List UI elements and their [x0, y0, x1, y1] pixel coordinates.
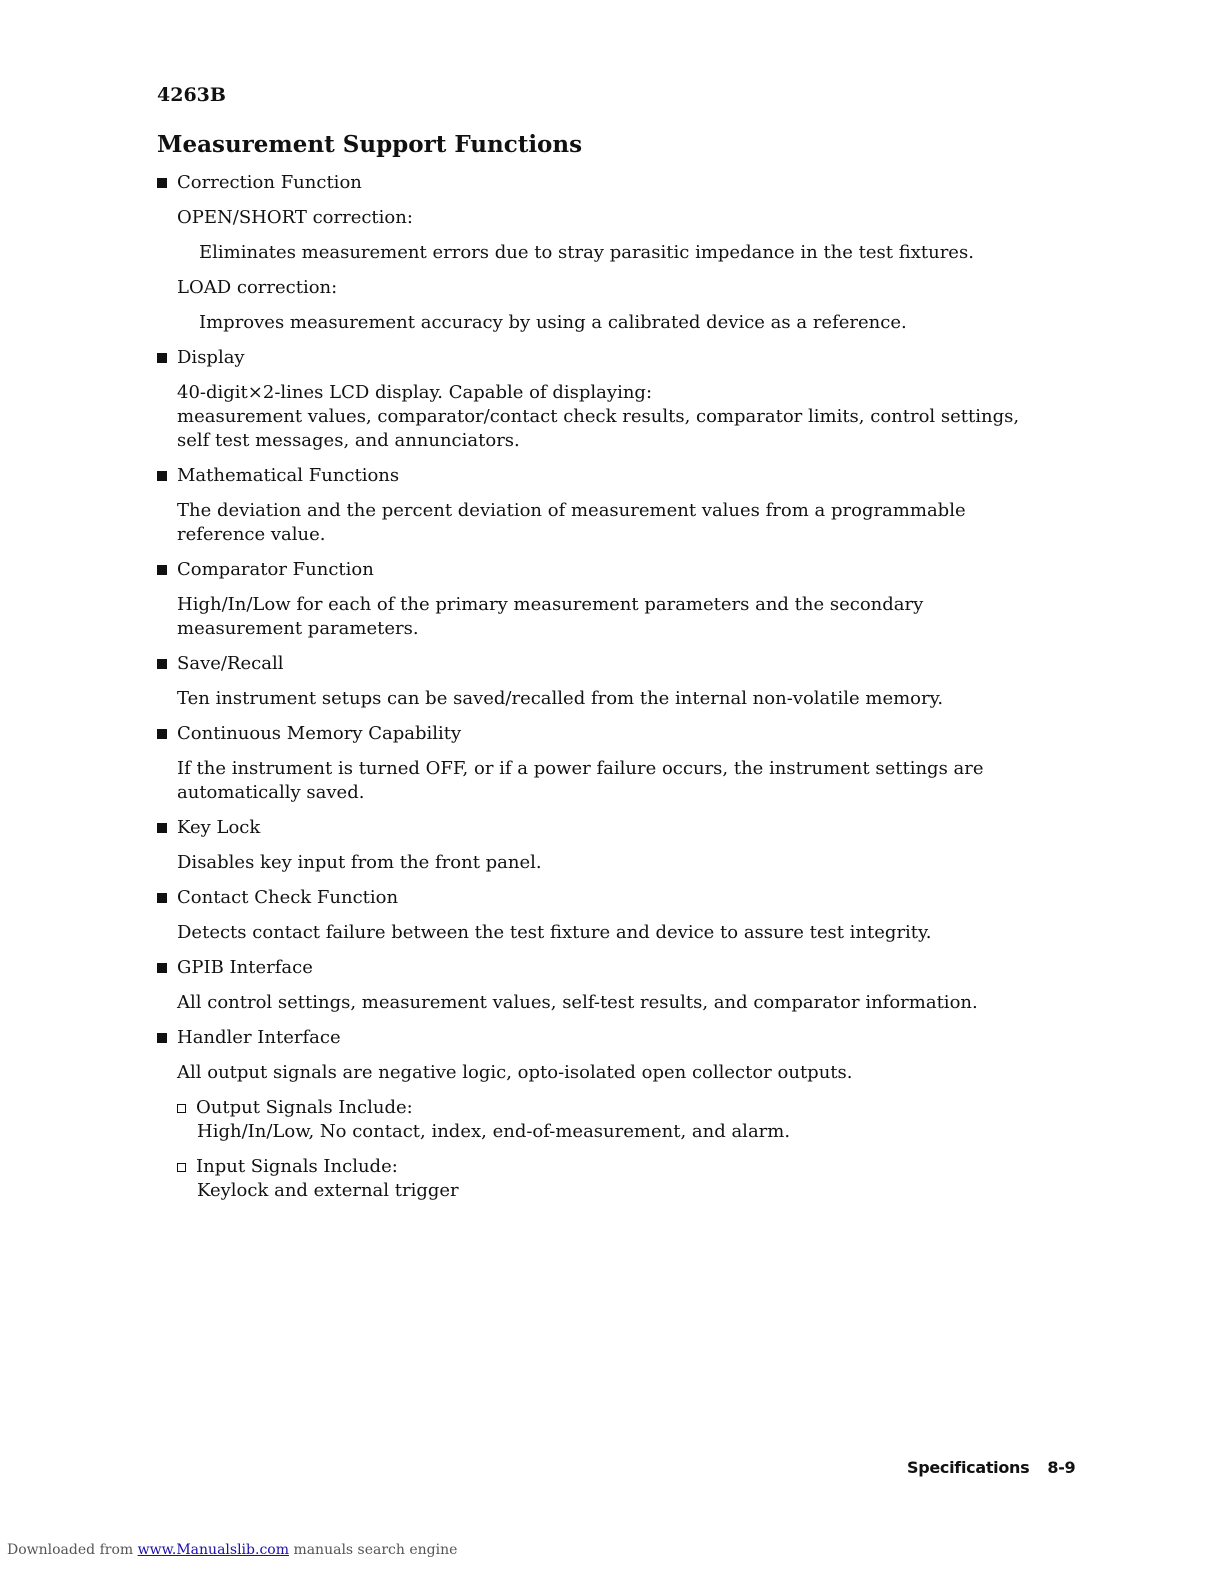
section-key-lock [157, 816, 1037, 840]
bullet-icon [157, 178, 167, 188]
hollow-bullet-icon [177, 1163, 186, 1172]
bullet-icon [157, 1033, 167, 1043]
open-short-desc: Eliminates measurement errors due to stray parasitic impedance in the test fixtures. [199, 242, 974, 263]
input-signals [177, 1155, 1037, 1203]
load-label: LOAD correction: [177, 277, 338, 298]
section-title: Key Lock [177, 817, 261, 838]
comparator-desc: High/In/Low for each of the primary measurement parameters and the secondary measurement parameters. [177, 594, 924, 639]
save-recall-desc: Ten instrument setups can be saved/recalled from the internal non-volatile memory. [177, 688, 944, 709]
section-title: Handler Interface [177, 1027, 341, 1048]
bullet-icon [157, 659, 167, 669]
output-signals [177, 1096, 1037, 1144]
section-save-recall [157, 652, 1037, 676]
bullet-icon [157, 823, 167, 833]
page-title: Measurement Support Functions [157, 131, 583, 158]
bullet-icon [157, 353, 167, 363]
math-desc: The deviation and the percent deviation of measurement values from a programmable reference value. [177, 500, 966, 545]
bullet-icon [157, 565, 167, 575]
key-lock-desc: Disables key input from the front panel. [177, 852, 542, 873]
bullet-icon [157, 471, 167, 481]
section-title: Contact Check Function [177, 887, 399, 908]
handler-desc: All output signals are negative logic, opto-isolated open collector outputs. [177, 1062, 853, 1083]
output-signals-label: Output Signals Include: [196, 1097, 413, 1118]
section-title: Save/Recall [177, 653, 284, 674]
page-footer [907, 1458, 1075, 1477]
download-suffix: manuals search engine [293, 1542, 458, 1558]
memory-desc: If the instrument is turned OFF, or if a power failure occurs, the instrument settings are automatically saved. [177, 758, 984, 803]
footer-section: Specifications [907, 1458, 1030, 1477]
section-math [157, 464, 1037, 488]
contact-check-desc: Detects contact failure between the test fixture and device to assure test integrity. [177, 922, 932, 943]
section-gpib [157, 956, 1037, 980]
section-title: Comparator Function [177, 559, 374, 580]
download-note [7, 1542, 457, 1558]
input-signals-label: Input Signals Include: [196, 1156, 398, 1177]
section-title: Mathematical Functions [177, 465, 400, 486]
bullet-icon [157, 893, 167, 903]
input-signals-desc: Keylock and external trigger [197, 1180, 459, 1201]
download-prefix: Downloaded from [7, 1542, 134, 1558]
section-comparator [157, 558, 1037, 582]
model-number: 4263B [157, 84, 226, 106]
manualslib-link[interactable]: www.Manualslib.com [137, 1542, 289, 1558]
display-line-2: measurement values, comparator/contact check results, comparator limits, control settings, [177, 406, 1020, 427]
section-title: Display [177, 347, 245, 368]
display-line-3: self test messages, and annunciators. [177, 430, 520, 451]
bullet-icon [157, 729, 167, 739]
bullet-icon [157, 963, 167, 973]
open-short-label: OPEN/SHORT correction: [177, 207, 413, 228]
hollow-bullet-icon [177, 1104, 186, 1113]
section-memory [157, 722, 1037, 746]
display-desc [177, 381, 1037, 453]
function-list [157, 171, 1037, 1203]
section-title: Continuous Memory Capability [177, 723, 462, 744]
gpib-desc: All control settings, measurement values, self-test results, and comparator information. [177, 992, 978, 1013]
section-title: Correction Function [177, 172, 362, 193]
section-title: GPIB Interface [177, 957, 313, 978]
page-number: 8-9 [1047, 1458, 1076, 1477]
section-display [157, 346, 1037, 370]
output-signals-desc: High/In/Low, No contact, index, end-of-measurement, and alarm. [197, 1121, 791, 1142]
section-correction [157, 171, 1037, 195]
display-line-1: 40-digit×2-lines LCD display. Capable of displaying: [177, 382, 653, 403]
section-handler [157, 1026, 1037, 1050]
section-contact-check [157, 886, 1037, 910]
load-desc: Improves measurement accuracy by using a calibrated device as a reference. [199, 312, 907, 333]
